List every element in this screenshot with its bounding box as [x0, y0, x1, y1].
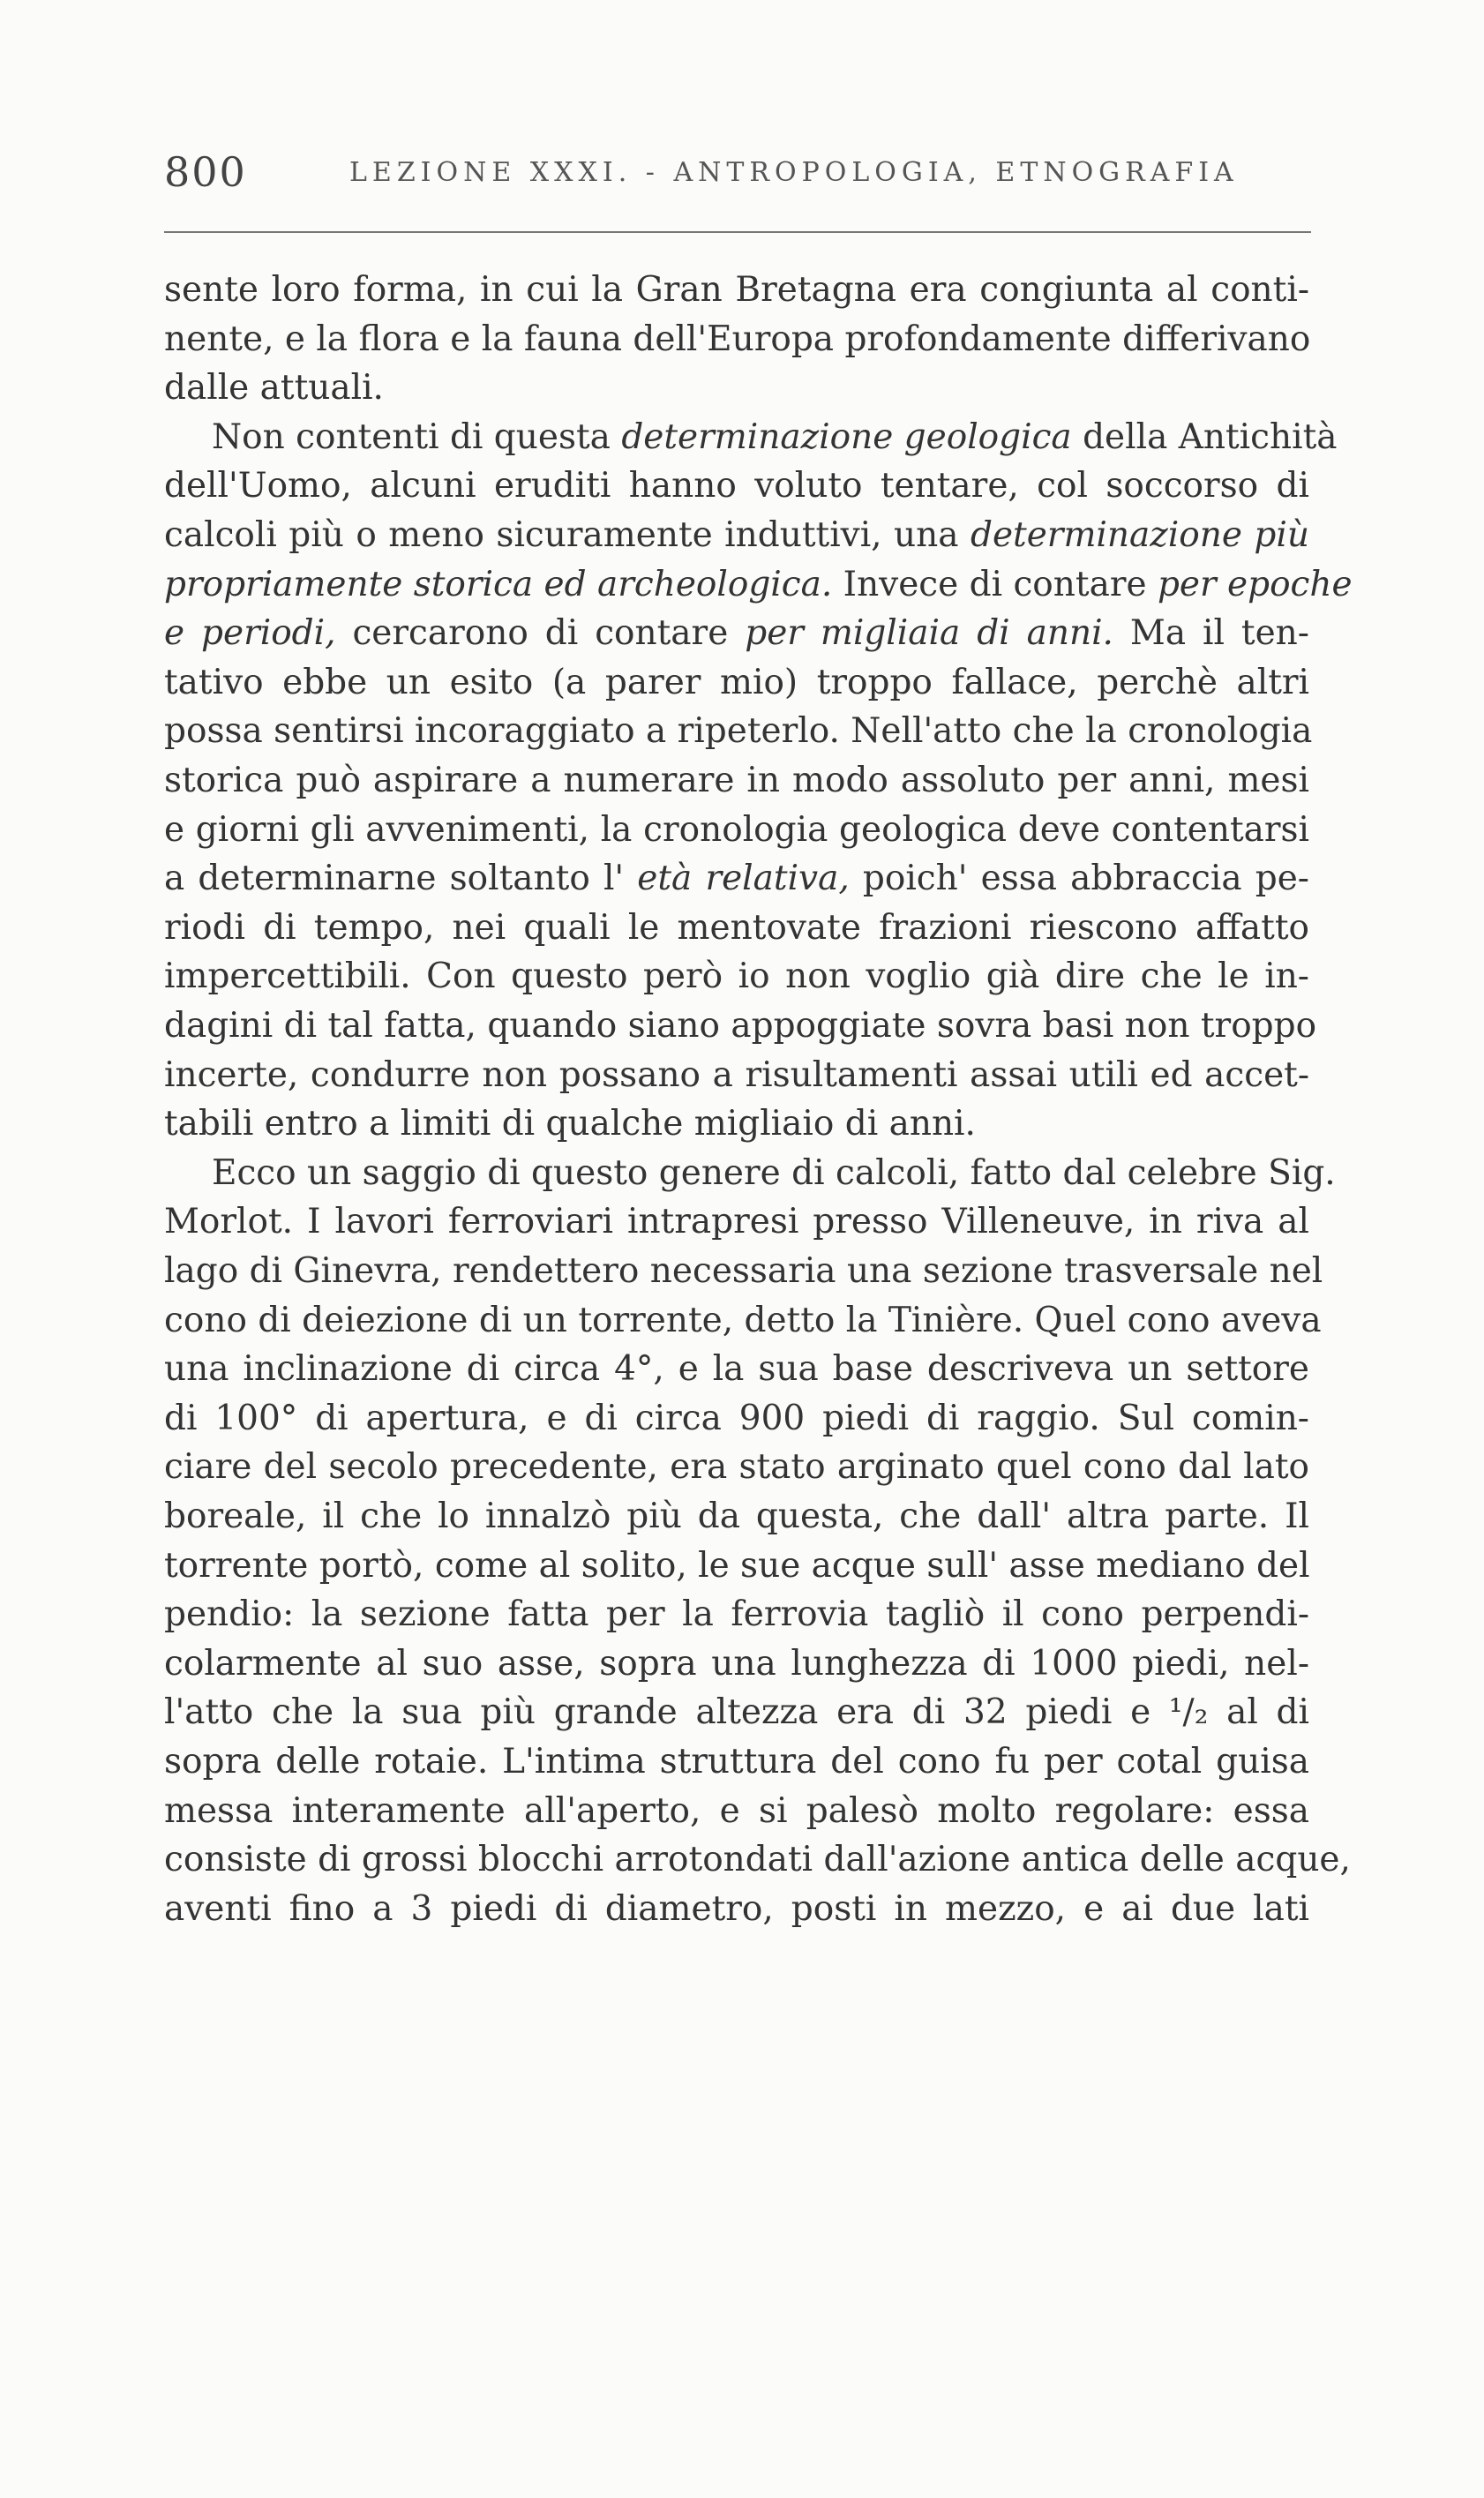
text-line: impercettibili. Con questo però io non voglio già dire che le in-	[164, 956, 1309, 997]
text-line: dagini di tal fatta, quando siano appoggiate sovra basi non troppo	[164, 1006, 1317, 1046]
text-line	[164, 512, 1309, 559]
header-rule	[164, 231, 1311, 233]
italic-span: e periodi,	[164, 613, 336, 654]
text-line: ciare del secolo precedente, era stato arginato quel cono dal lato	[164, 1447, 1309, 1488]
text-line: di 100° di apertura, e di circa 900 piedi di raggio. Sul comin-	[164, 1398, 1309, 1438]
italic-span: determinazione geologica	[621, 416, 1072, 457]
text-line	[164, 414, 1338, 461]
text-line	[164, 561, 1353, 609]
text-line: l'atto che la sua più grande altezza era di 32 piedi e ¹/₂ al di	[164, 1692, 1309, 1733]
text-span: della Antichità	[1071, 416, 1338, 457]
text-line: tativo ebbe un esito (a parer mio) troppo fallace, perchè altri	[164, 662, 1309, 702]
text-line: una inclinazione di circa 4°, e la sua base descriveva un settore	[164, 1349, 1309, 1390]
text-span: poich' essa abbraccia pe-	[849, 859, 1309, 899]
text-span: Invece di contare	[832, 564, 1158, 604]
text-span: cercarono di contare	[335, 613, 746, 654]
italic-span: per epoche	[1157, 564, 1353, 604]
text-line: Ecco un saggio di questo genere di calcoli, fatto dal celebre Sig.	[212, 1152, 1336, 1193]
italic-span: determinazione più	[971, 515, 1309, 555]
text-line: messa interamente all'aperto, e si palesò molto regolare: essa	[164, 1790, 1309, 1831]
text-line: incerte, condurre non possano a risultamenti assai utili ed accet-	[164, 1054, 1309, 1095]
text-span: Ma il ten-	[1113, 613, 1309, 654]
text-span: calcoli più o meno sicuramente induttivi, una	[164, 515, 971, 555]
text-line: boreale, il che lo innalzò più da questa, che dall' altra parte. Il	[164, 1497, 1309, 1536]
text-line: Morlot. I lavori ferroviari intrapresi presso Villeneuve, in riva al	[164, 1202, 1309, 1242]
text-span: Non contenti di questa	[212, 416, 622, 457]
page-header	[164, 148, 1311, 201]
text-line: dalle attuali.	[164, 368, 384, 409]
text-line: consiste di grossi blocchi arrotondati dall'azione antica delle acque,	[164, 1840, 1351, 1880]
text-line: pendio: la sezione fatta per la ferrovia tagliò il cono perpendi-	[164, 1594, 1309, 1635]
text-line: sente loro forma, in cui la Gran Bretagna era congiunta al conti-	[164, 270, 1309, 310]
text-line: colarmente al suo asse, sopra una lunghezza di 1000 piedi, nel-	[164, 1643, 1309, 1684]
text-line: storica può aspirare a numerare in modo assoluto per anni, mesi	[164, 761, 1309, 800]
italic-span: per migliaia di anni.	[745, 613, 1113, 654]
italic-span: propriamente storica ed archeologica.	[164, 564, 833, 604]
text-line	[164, 855, 1309, 903]
text-line: nente, e la flora e la fauna dell'Europa profondamente differivano	[164, 319, 1311, 359]
text-line: possa sentirsi incoraggiato a ripeterlo. Nell'atto che la cronologia	[164, 711, 1313, 752]
text-line: cono di deiezione di un torrente, detto la Tinière. Quel cono aveva	[164, 1300, 1322, 1340]
text-line	[164, 610, 1309, 657]
text-line: tabili entro a limiti di qualche migliaio di anni.	[164, 1104, 976, 1144]
page-number: 800	[164, 148, 247, 196]
text-line: e giorni gli avvenimenti, la cronologia geologica deve contentarsi	[164, 809, 1309, 850]
running-head: LEZIONE XXXI. - ANTROPOLOGIA, ETNOGRAFIA	[349, 157, 1239, 188]
text-line: riodi di tempo, nei quali le mentovate frazioni riescono affatto	[164, 907, 1309, 948]
text-line: torrente portò, come al solito, le sue acque sull' asse mediano del	[164, 1545, 1310, 1586]
text-line: sopra delle rotaie. L'intima struttura del cono fu per cotal guisa	[164, 1742, 1309, 1782]
text-line: dell'Uomo, alcuni eruditi hanno voluto tentare, col soccorso di	[164, 466, 1309, 506]
text-line: aventi fino a 3 piedi di diametro, posti in mezzo, e ai due lati	[164, 1888, 1309, 1929]
text-span: a determinarne soltanto l'	[164, 859, 638, 899]
italic-span: età relativa,	[637, 859, 850, 899]
text-line: lago di Ginevra, rendettero necessaria una sezione trasversale nel	[164, 1251, 1323, 1291]
